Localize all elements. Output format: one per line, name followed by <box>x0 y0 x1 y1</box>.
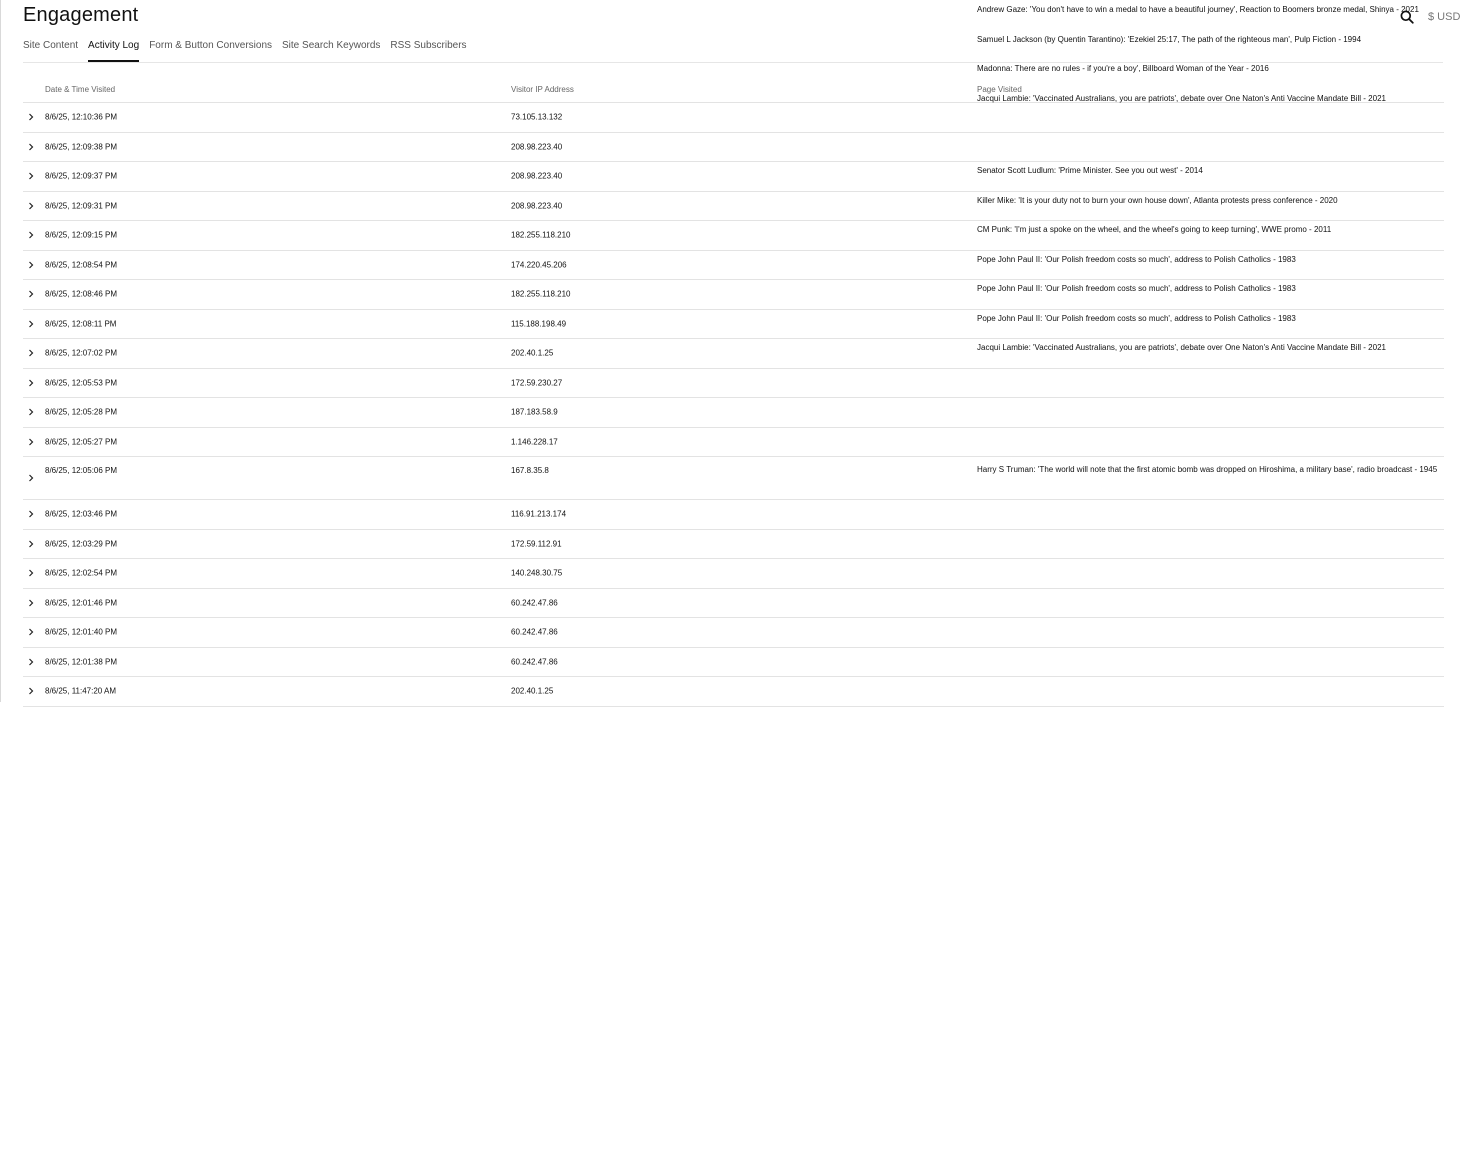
page-visited-cell: Jacqui Lambie: 'Vaccinated Australians, you are patriots', debate over One Naton's Anti Vaccine Mandate Bill - 2021 <box>977 93 1386 103</box>
visitor-ip-cell: 182.255.118.210 <box>511 230 571 240</box>
currency-selector[interactable]: $ USD <box>1428 11 1460 23</box>
chevron-right-icon[interactable] <box>27 408 35 416</box>
visit-date-cell: 8/6/25, 12:08:46 PM <box>45 289 118 299</box>
visitor-ip-cell: 140.248.30.75 <box>511 568 563 578</box>
chevron-right-icon[interactable] <box>27 261 35 269</box>
visitor-ip-cell: 182.255.118.210 <box>511 289 571 299</box>
page-visited-cell: Killer Mike: 'It is your duty not to burn your own house down', Atlanta protests press conference - 2020 <box>977 195 1338 205</box>
visit-date-cell: 8/6/25, 12:05:27 PM <box>45 437 118 447</box>
chevron-right-icon[interactable] <box>27 510 35 518</box>
page-visited-cell: Madonna: There are no rules - if you're a boy', Billboard Woman of the Year - 2016 <box>977 64 1269 74</box>
visitor-ip-cell: 60.242.47.86 <box>511 657 558 667</box>
page-visited-cell: Andrew Gaze: 'You don't have to win a medal to have a beautiful journey', Reaction to Boomers bronze medal, Shinya - 2021 <box>977 5 1419 15</box>
chevron-right-icon[interactable] <box>27 231 35 239</box>
page-title: Engagement <box>23 4 139 26</box>
page-visited-cell: CM Punk: 'I'm just a spoke on the wheel, and the wheel's going to keep turning', WWE promo - 2011 <box>977 225 1332 235</box>
visitor-ip-cell: 208.98.223.40 <box>511 201 563 211</box>
visit-date-cell: 8/6/25, 12:05:06 PM <box>45 466 118 475</box>
tab-form-button-conversions[interactable]: Form & Button Conversions <box>149 40 273 51</box>
visitor-ip-cell: 187.183.58.9 <box>511 407 558 417</box>
visit-date-cell: 8/6/25, 12:01:46 PM <box>45 598 118 608</box>
page-visited-cell: Harry S Truman: 'The world will note that the first atomic bomb was dropped on Hiroshima, a military base', radio broadcast - 1945 <box>977 465 1438 474</box>
chevron-right-icon[interactable] <box>27 540 35 548</box>
visit-date-cell: 8/6/25, 12:09:31 PM <box>45 201 118 211</box>
visit-date-cell: 8/6/25, 12:03:29 PM <box>45 539 118 549</box>
chevron-right-icon[interactable] <box>27 438 35 446</box>
visitor-ip-cell: 167.8.35.8 <box>511 466 549 475</box>
page-visited-cell: Senator Scott Ludlum: 'Prime Minister. See you out west' - 2014 <box>977 166 1203 176</box>
visitor-ip-cell: 174.220.45.206 <box>511 260 567 270</box>
visitor-ip-cell: 115.188.198.49 <box>511 319 567 329</box>
page-visited-cell: Jacqui Lambie: 'Vaccinated Australians, you are patriots', debate over One Naton's Anti Vaccine Mandate Bill - 2021 <box>977 343 1386 353</box>
visitor-ip-cell: 202.40.1.25 <box>511 686 554 696</box>
visitor-ip-cell: 202.40.1.25 <box>511 348 554 358</box>
tab-site-search-keywords[interactable]: Site Search Keywords <box>282 40 381 51</box>
chevron-right-icon[interactable] <box>27 113 35 121</box>
visitor-ip-cell: 208.98.223.40 <box>511 142 563 152</box>
chevron-right-icon[interactable] <box>27 349 35 357</box>
visitor-ip-cell: 172.59.230.27 <box>511 378 563 388</box>
visit-date-cell: 8/6/25, 11:47:20 AM <box>45 686 117 696</box>
column-header-page[interactable]: Page Visited <box>977 85 1022 94</box>
chevron-right-icon[interactable] <box>27 628 35 636</box>
visit-date-cell: 8/6/25, 12:05:28 PM <box>45 407 118 417</box>
visit-date-cell: 8/6/25, 12:09:38 PM <box>45 142 118 152</box>
visit-date-cell: 8/6/25, 12:09:37 PM <box>45 171 118 181</box>
visit-date-cell: 8/6/25, 12:07:02 PM <box>45 348 118 358</box>
visit-date-cell: 8/6/25, 12:02:54 PM <box>45 568 118 578</box>
page-visited-cell: Pope John Paul II: 'Our Polish freedom costs so much', address to Polish Catholics - 1983 <box>977 313 1296 323</box>
engagement-tabs <box>23 34 467 64</box>
tab-site-content[interactable]: Site Content <box>23 40 79 51</box>
chevron-right-icon[interactable] <box>27 290 35 298</box>
visit-date-cell: 8/6/25, 12:03:46 PM <box>45 509 118 519</box>
chevron-right-icon[interactable] <box>27 599 35 607</box>
visitor-ip-cell: 73.105.13.132 <box>511 112 563 122</box>
chevron-right-icon[interactable] <box>27 658 35 666</box>
left-edge-divider <box>0 0 1 702</box>
tab-activity-log[interactable]: Activity Log <box>88 34 139 62</box>
chevron-right-icon[interactable] <box>27 202 35 210</box>
visit-date-cell: 8/6/25, 12:05:53 PM <box>45 378 118 388</box>
chevron-right-icon[interactable] <box>27 687 35 695</box>
chevron-right-icon[interactable] <box>27 172 35 180</box>
visit-date-cell: 8/6/25, 12:10:36 PM <box>45 112 118 122</box>
visit-date-cell: 8/6/25, 12:01:40 PM <box>45 627 118 637</box>
chevron-right-icon[interactable] <box>27 379 35 387</box>
page-visited-cell: Pope John Paul II: 'Our Polish freedom costs so much', address to Polish Catholics - 1983 <box>977 254 1296 264</box>
tab-rss-subscribers[interactable]: RSS Subscribers <box>390 40 467 51</box>
chevron-right-icon[interactable] <box>27 474 35 482</box>
visit-date-cell: 8/6/25, 12:08:54 PM <box>45 260 118 270</box>
visitor-ip-cell: 1.146.228.17 <box>511 437 558 447</box>
column-header-ip[interactable]: Visitor IP Address <box>511 85 574 94</box>
chevron-right-icon[interactable] <box>27 569 35 577</box>
visitor-ip-cell: 208.98.223.40 <box>511 171 563 181</box>
visitor-ip-cell: 60.242.47.86 <box>511 598 558 608</box>
column-header-date[interactable]: Date & Time Visited <box>45 85 116 94</box>
visit-date-cell: 8/6/25, 12:09:15 PM <box>45 230 118 240</box>
visitor-ip-cell: 60.242.47.86 <box>511 627 558 637</box>
visitor-ip-cell: 172.59.112.91 <box>511 539 562 549</box>
page-visited-cell: Samuel L Jackson (by Quentin Tarantino): 'Ezekiel 25:17, The path of the righteous man', Pulp Fiction - 1994 <box>977 34 1362 44</box>
chevron-right-icon[interactable] <box>27 320 35 328</box>
visitor-ip-cell: 116.91.213.174 <box>511 509 567 519</box>
chevron-right-icon[interactable] <box>27 143 35 151</box>
visit-date-cell: 8/6/25, 12:01:38 PM <box>45 657 118 667</box>
visit-date-cell: 8/6/25, 12:08:11 PM <box>45 319 117 329</box>
page-visited-cell: Pope John Paul II: 'Our Polish freedom costs so much', address to Polish Catholics - 1983 <box>977 284 1296 294</box>
